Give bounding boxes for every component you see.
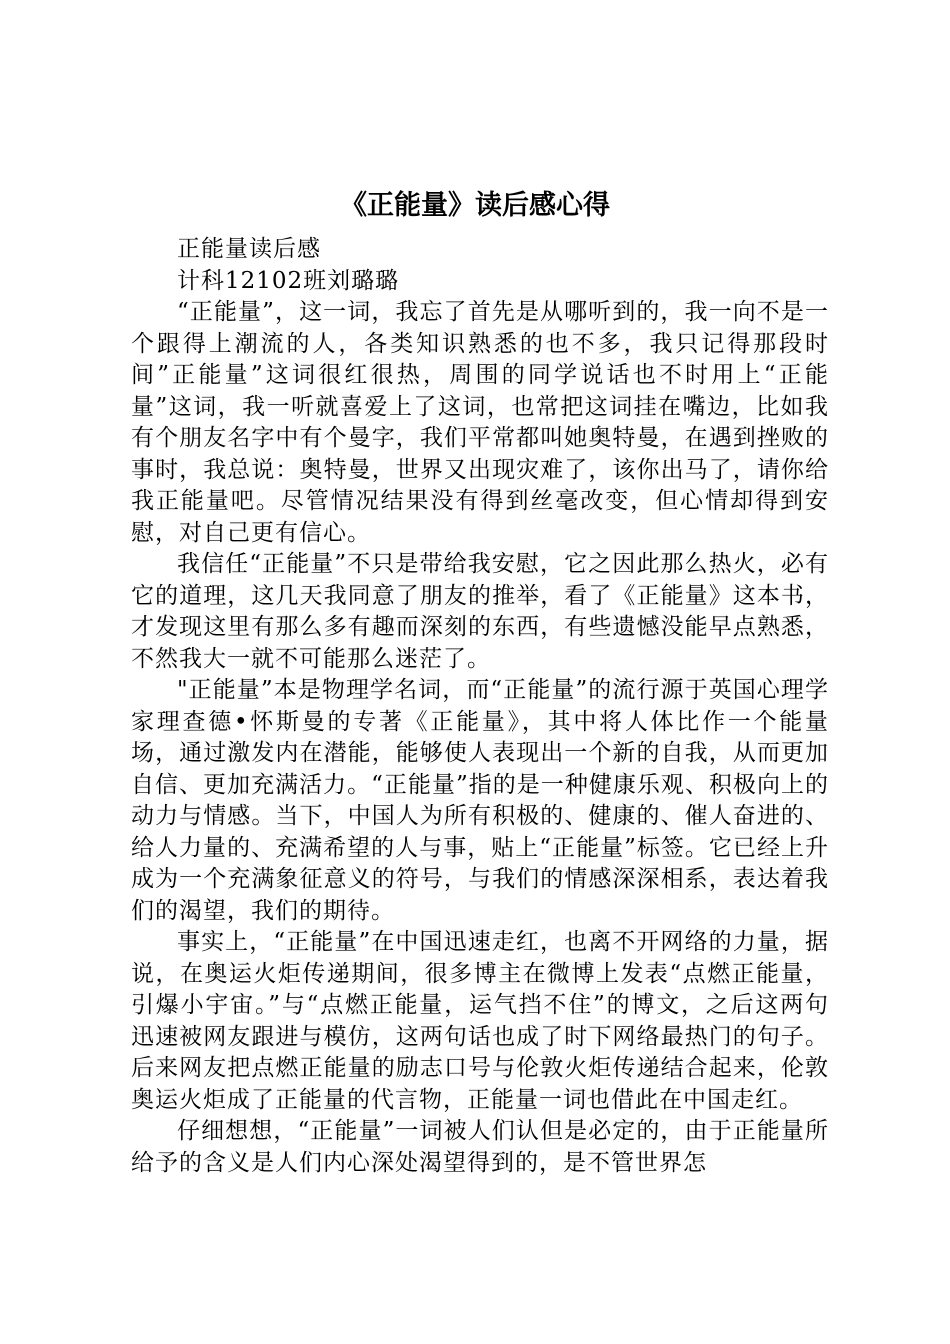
paragraph-2: 我信任“正能量”不只是带给我安慰，它之因此那么热火，必有它的道理，这几天我同意了朋友的推举，看了《正能量》这本书，才发现这里有那么多有趣而深刻的东西，有些遗憾没能早点熟悉，不然我大一就不可能那么迷茫了。 <box>131 551 829 672</box>
document-title: 《正能量》读后感心得 <box>340 190 610 221</box>
paragraph-1: “正能量”，这一词，我忘了首先是从哪听到的，我一向不是一个跟得上潮流的人，各类知识熟悉的也不多，我只记得那段时间”正能量”这词很红很热，周围的同学说话也不时用上“正能量”这词，我一听就喜爱上了这词，也常把这词挂在嘴边，比如我有个朋友名字中有个曼字，我们平常都叫她奥特曼，在遇到挫败的事时，我总说：奥特曼，世界又出现灾难了，该你出马了，请你给我正能量吧。尽管情况结果没有得到丝毫改变，但心情却得到安慰，对自己更有信心。 <box>131 299 829 546</box>
document-body <box>131 234 829 1179</box>
paragraph-4: 事实上，“正能量”在中国迅速走红，也离不开网络的力量，据说，在奥运火炬传递期间，很多博主在微博上发表“点燃正能量，引爆小宇宙。”与“点燃正能量，运气挡不住”的博文，之后这两句迅速被网友跟进与模仿，这两句话也成了时下网络最热门的句子。后来网友把点燃正能量的励志口号与伦敦火炬传递结合起来，伦敦奥运火炬成了正能量的代言物，正能量一词也借此在中国走红。 <box>131 929 829 1113</box>
paragraph-3: "正能量”本是物理学名词，而“正能量”的流行源于英国心理学家理查德•怀斯曼的专著《正能量》，其中将人体比作一个能量场，通过激发内在潜能，能够使人表现出一个新的自我，从而更加自信、更加充满活力。“正能量”指的是一种健康乐观、积极向上的动力与情感。当下，中国人为所有积极的、健康的、催人奋进的、给人力量的、充满希望的人与事，贴上“正能量”标签。它已经上升成为一个充满象征意义的符号，与我们的情感深深相系，表达着我们的渴望，我们的期待。 <box>131 677 829 924</box>
author-line: 计科12102班刘璐璐 <box>177 267 400 294</box>
subtitle-line: 正能量读后感 <box>177 236 321 262</box>
paragraph-5: 仔细想想，“正能量”一词被人们认但是必定的，由于正能量所给予的含义是人们内心深处渴望得到的，是不管世界怎 <box>131 1118 829 1176</box>
